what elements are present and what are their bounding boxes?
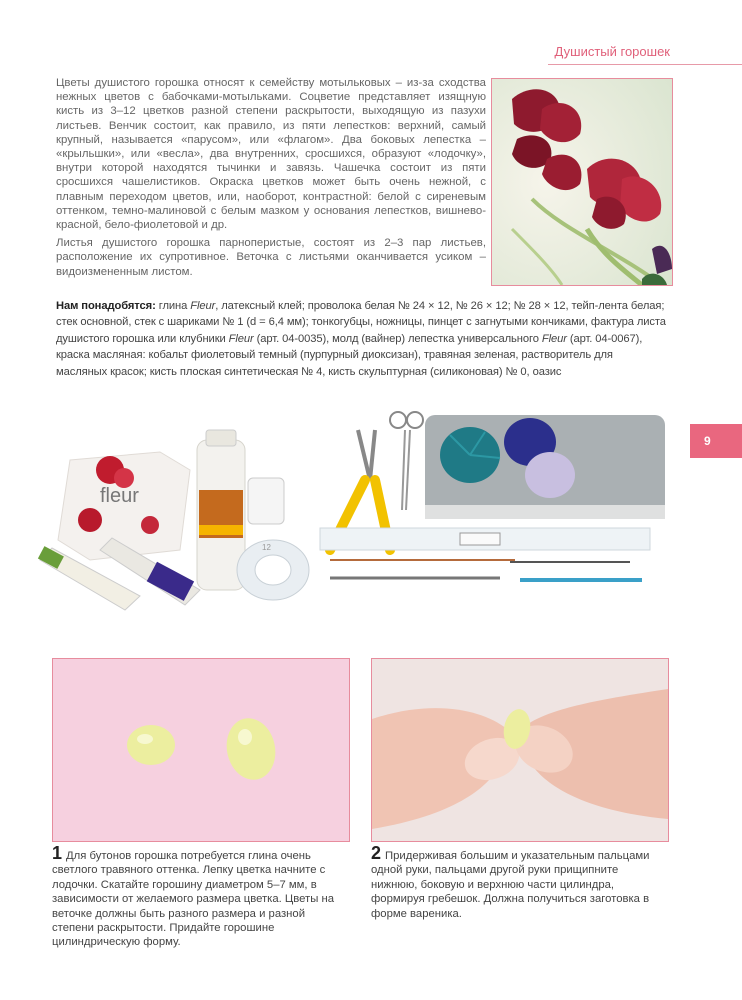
tape-roll-image xyxy=(237,540,309,600)
step-1-text: Для бутонов горошка потребуется глина очень светлого травяного оттенка. Лепку цветка начните с лодочки. Скатайте горошину диаметром 5–7 мм, в зависимости от желаемого размера цветка. Цветы на веточке должны быть разного размера и разной степени раскрытости. Придайте горошине цилиндрическую форму. xyxy=(52,850,335,949)
brand-fleur-2: Fleur xyxy=(228,332,254,345)
wires-image xyxy=(320,528,650,580)
clay-package-image xyxy=(58,452,190,560)
materials-text-4: (арт. 04-0067), краска масляная: кобальт фиолетовый темный (пурпурный диоксизан), травяная зеленая, растворитель для масляных красок; кисть плоская синтетическая № 4, кисть скульптурная (силиконовая) № 0, оазис xyxy=(56,332,643,378)
glue-jar-image xyxy=(248,478,284,524)
scissors-image xyxy=(390,412,423,510)
materials-text-2: , латексный клей; проволока белая № 24 × 12, № 26 × 12; № 28 × 12, тейп-лента белая; стек основной, стек с шариками № 1 (d = 6,4 мм); тонкогубцы, ножницы, пинцет с загнутыми кончиками, фактура листа душистого горошка или клубники xyxy=(56,300,666,345)
tape-size-text: 12 xyxy=(262,543,271,552)
brand-fleur-3: Fleur xyxy=(541,332,567,345)
materials-list xyxy=(56,298,666,380)
page-number: 9 xyxy=(704,434,711,448)
step-2-number: 2 xyxy=(371,843,382,863)
sweet-pea-photo xyxy=(491,78,673,286)
intro-text xyxy=(56,76,486,283)
materials-lead: Нам понадобятся: xyxy=(56,300,156,312)
step-1-number: 1 xyxy=(52,843,63,863)
brand-fleur-1: Fleur xyxy=(190,300,216,312)
step-2-photo xyxy=(371,658,669,842)
step-1-caption xyxy=(52,843,348,950)
intro-paragraph-2: Листья душистого горошка парноперистые, состоят из 2–3 пар листьев, расположение их супротивное. Веточка с листьями оканчивается усиком – видоизмененным листом. xyxy=(56,237,486,278)
header-rule xyxy=(548,64,742,65)
clay-brand-text: fleur xyxy=(100,485,139,507)
intro-paragraph-1: Цветы душистого горошка относят к семейству мотыльковых – из-за сходства нежных цветов с бабочками-мотыльками. Соцветие представляет изящную кисть из 3–12 цветков разной степени раскрытости, выходящую из пазухи листьев. Венчик состоит, как правило, из пяти лепестков: верхний, самый крупный, называется «парусом», или «флагом». Два боковых лепестка – «крыльшки», или «весла», два внутренних, сросшихся, образуют «лодочку», внутри которой находятся тычинки и завязь. Чашечка состоит из пяти сросшихся чашелистиков. Окраска цветков может быть очень нежной, с плавным переходом цветов, или, наоборот, контрастной: белой с сиреневым оттенком, темно-малиновой с белым мазком у основания лепестков, вишнево-красной, бело-фиолетовой и др. xyxy=(56,77,486,232)
oasis-block-image xyxy=(425,415,665,519)
running-title: Душистый горошек xyxy=(554,44,670,59)
step-1-photo xyxy=(52,658,350,842)
tools-photo xyxy=(30,400,670,640)
materials-text-3: (арт. 04-0035), молд (вайнер) лепестка универсального xyxy=(253,332,542,345)
step-2-text: Придерживая большим и указательным пальцами одной руки, пальцами другой руки прищипните нижнюю, боковую и верхнюю части цилиндра, формируя гребешок. Должна получиться заготовка в форме вареника. xyxy=(371,850,650,920)
step-2-caption xyxy=(371,843,667,921)
page-number-tab xyxy=(690,424,742,458)
materials-text-1: глина xyxy=(155,300,191,312)
